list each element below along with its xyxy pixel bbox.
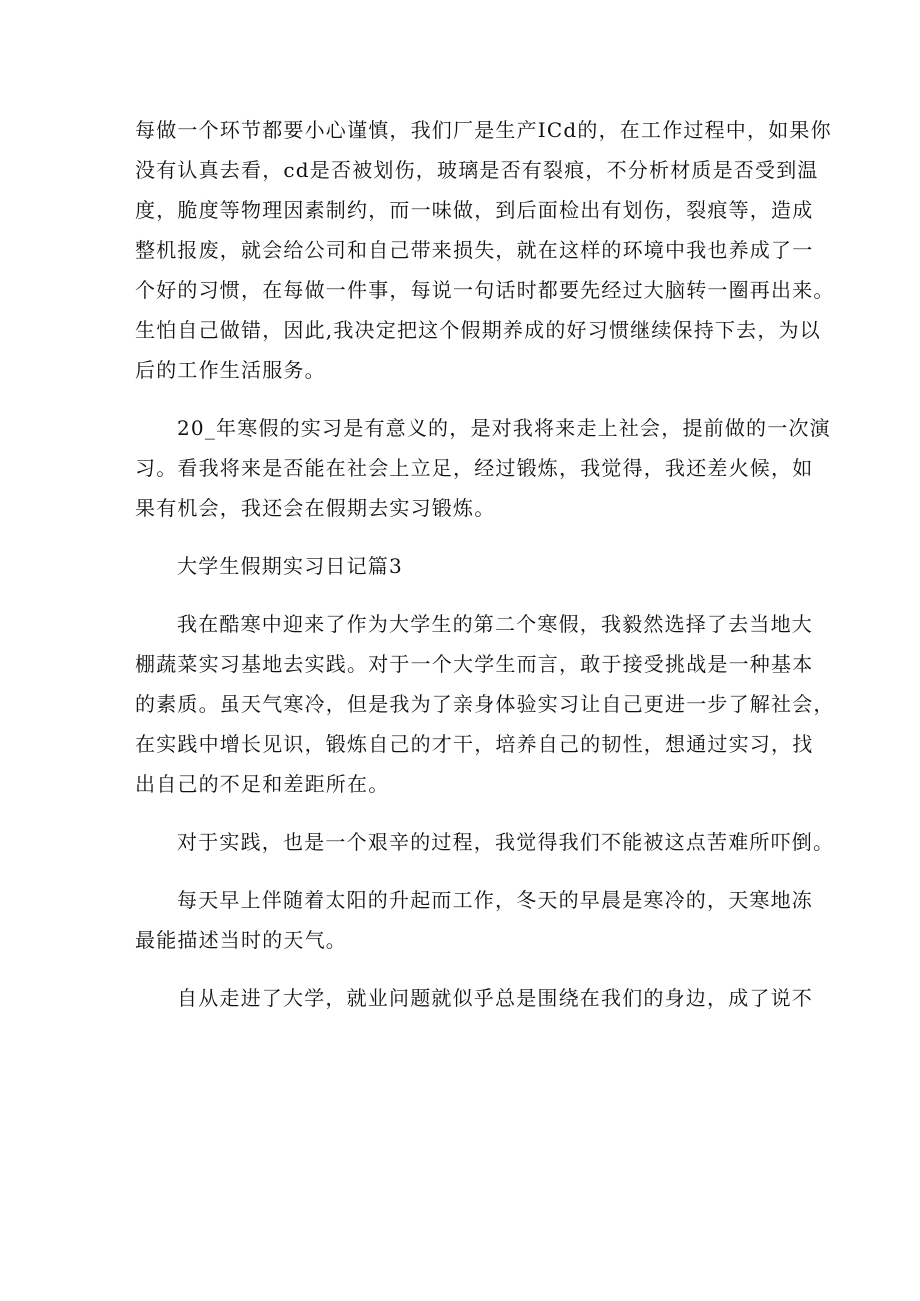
- text-line: 整机报废，就会给公司和自己带来损失，就在这样的环境中我也养成了一: [135, 238, 814, 262]
- paragraph: [135, 110, 835, 390]
- text-line: 出自己的不足和差距所在。: [135, 772, 390, 796]
- text-line: 的素质。虽天气寒冷，但是我为了亲身体验实习让自己更进一步了解社会，: [135, 692, 835, 716]
- text-line: 在实践中增长见识，锻炼自己的才干，培养自己的韧性，想通过实习，找: [135, 732, 814, 756]
- text-line: 我在酷寒中迎来了作为大学生的第二个寒假，我毅然选择了去当地大: [177, 612, 813, 636]
- text-line: 自从走进了大学，就业问题就似乎总是围绕在我们的身边，成了说不: [177, 986, 813, 1010]
- text-line: 最能描述当时的天气。: [135, 928, 347, 952]
- text-line: 棚蔬菜实习基地去实践。对于一个大学生而言，敢于接受挑战是一种基本: [135, 652, 814, 676]
- text-line: 每做一个环节都要小心谨慎，我们厂是生产ICd的，在工作过程中，如果你: [135, 118, 832, 142]
- text-line: 果有机会，我还会在假期去实习锻炼。: [135, 496, 496, 520]
- text-line: 习。看我将来是否能在社会上立足，经过锻炼，我觉得，我还差火候，如: [135, 456, 814, 480]
- section-heading: [135, 546, 795, 586]
- text-line: 对于实践，也是一个艰辛的过程，我觉得我们不能被这点苦难所吓倒。: [177, 830, 835, 854]
- text-line: 个好的习惯，在每做一件事，每说一句话时都要先经过大脑转一圈再出来。: [135, 278, 835, 302]
- document-body: [135, 110, 835, 1018]
- text-line: 生怕自己做错，因此,我决定把这个假期养成的好习惯继续保持下去，为以: [135, 318, 821, 342]
- paragraph: [135, 604, 835, 804]
- paragraph: [135, 978, 813, 1018]
- paragraph: [135, 408, 831, 528]
- text-line: 后的工作生活服务。: [135, 358, 326, 382]
- text-line: 每天早上伴随着太阳的升起而工作，冬天的早晨是寒冷的，天寒地冻: [177, 888, 813, 912]
- paragraph: [135, 880, 813, 960]
- text-line: 20_年寒假的实习是有意义的，是对我将来走上社会，提前做的一次演: [177, 416, 831, 440]
- text-line: 没有认真去看，cd是否被划伤，玻璃是否有裂痕，不分析材质是否受到温: [135, 158, 819, 182]
- heading-text: 大学生假期实习日记篇3: [177, 554, 403, 578]
- text-line: 度，脆度等物理因素制约，而一味做，到后面检出有划伤，裂痕等，造成: [135, 198, 814, 222]
- paragraph: [135, 822, 835, 862]
